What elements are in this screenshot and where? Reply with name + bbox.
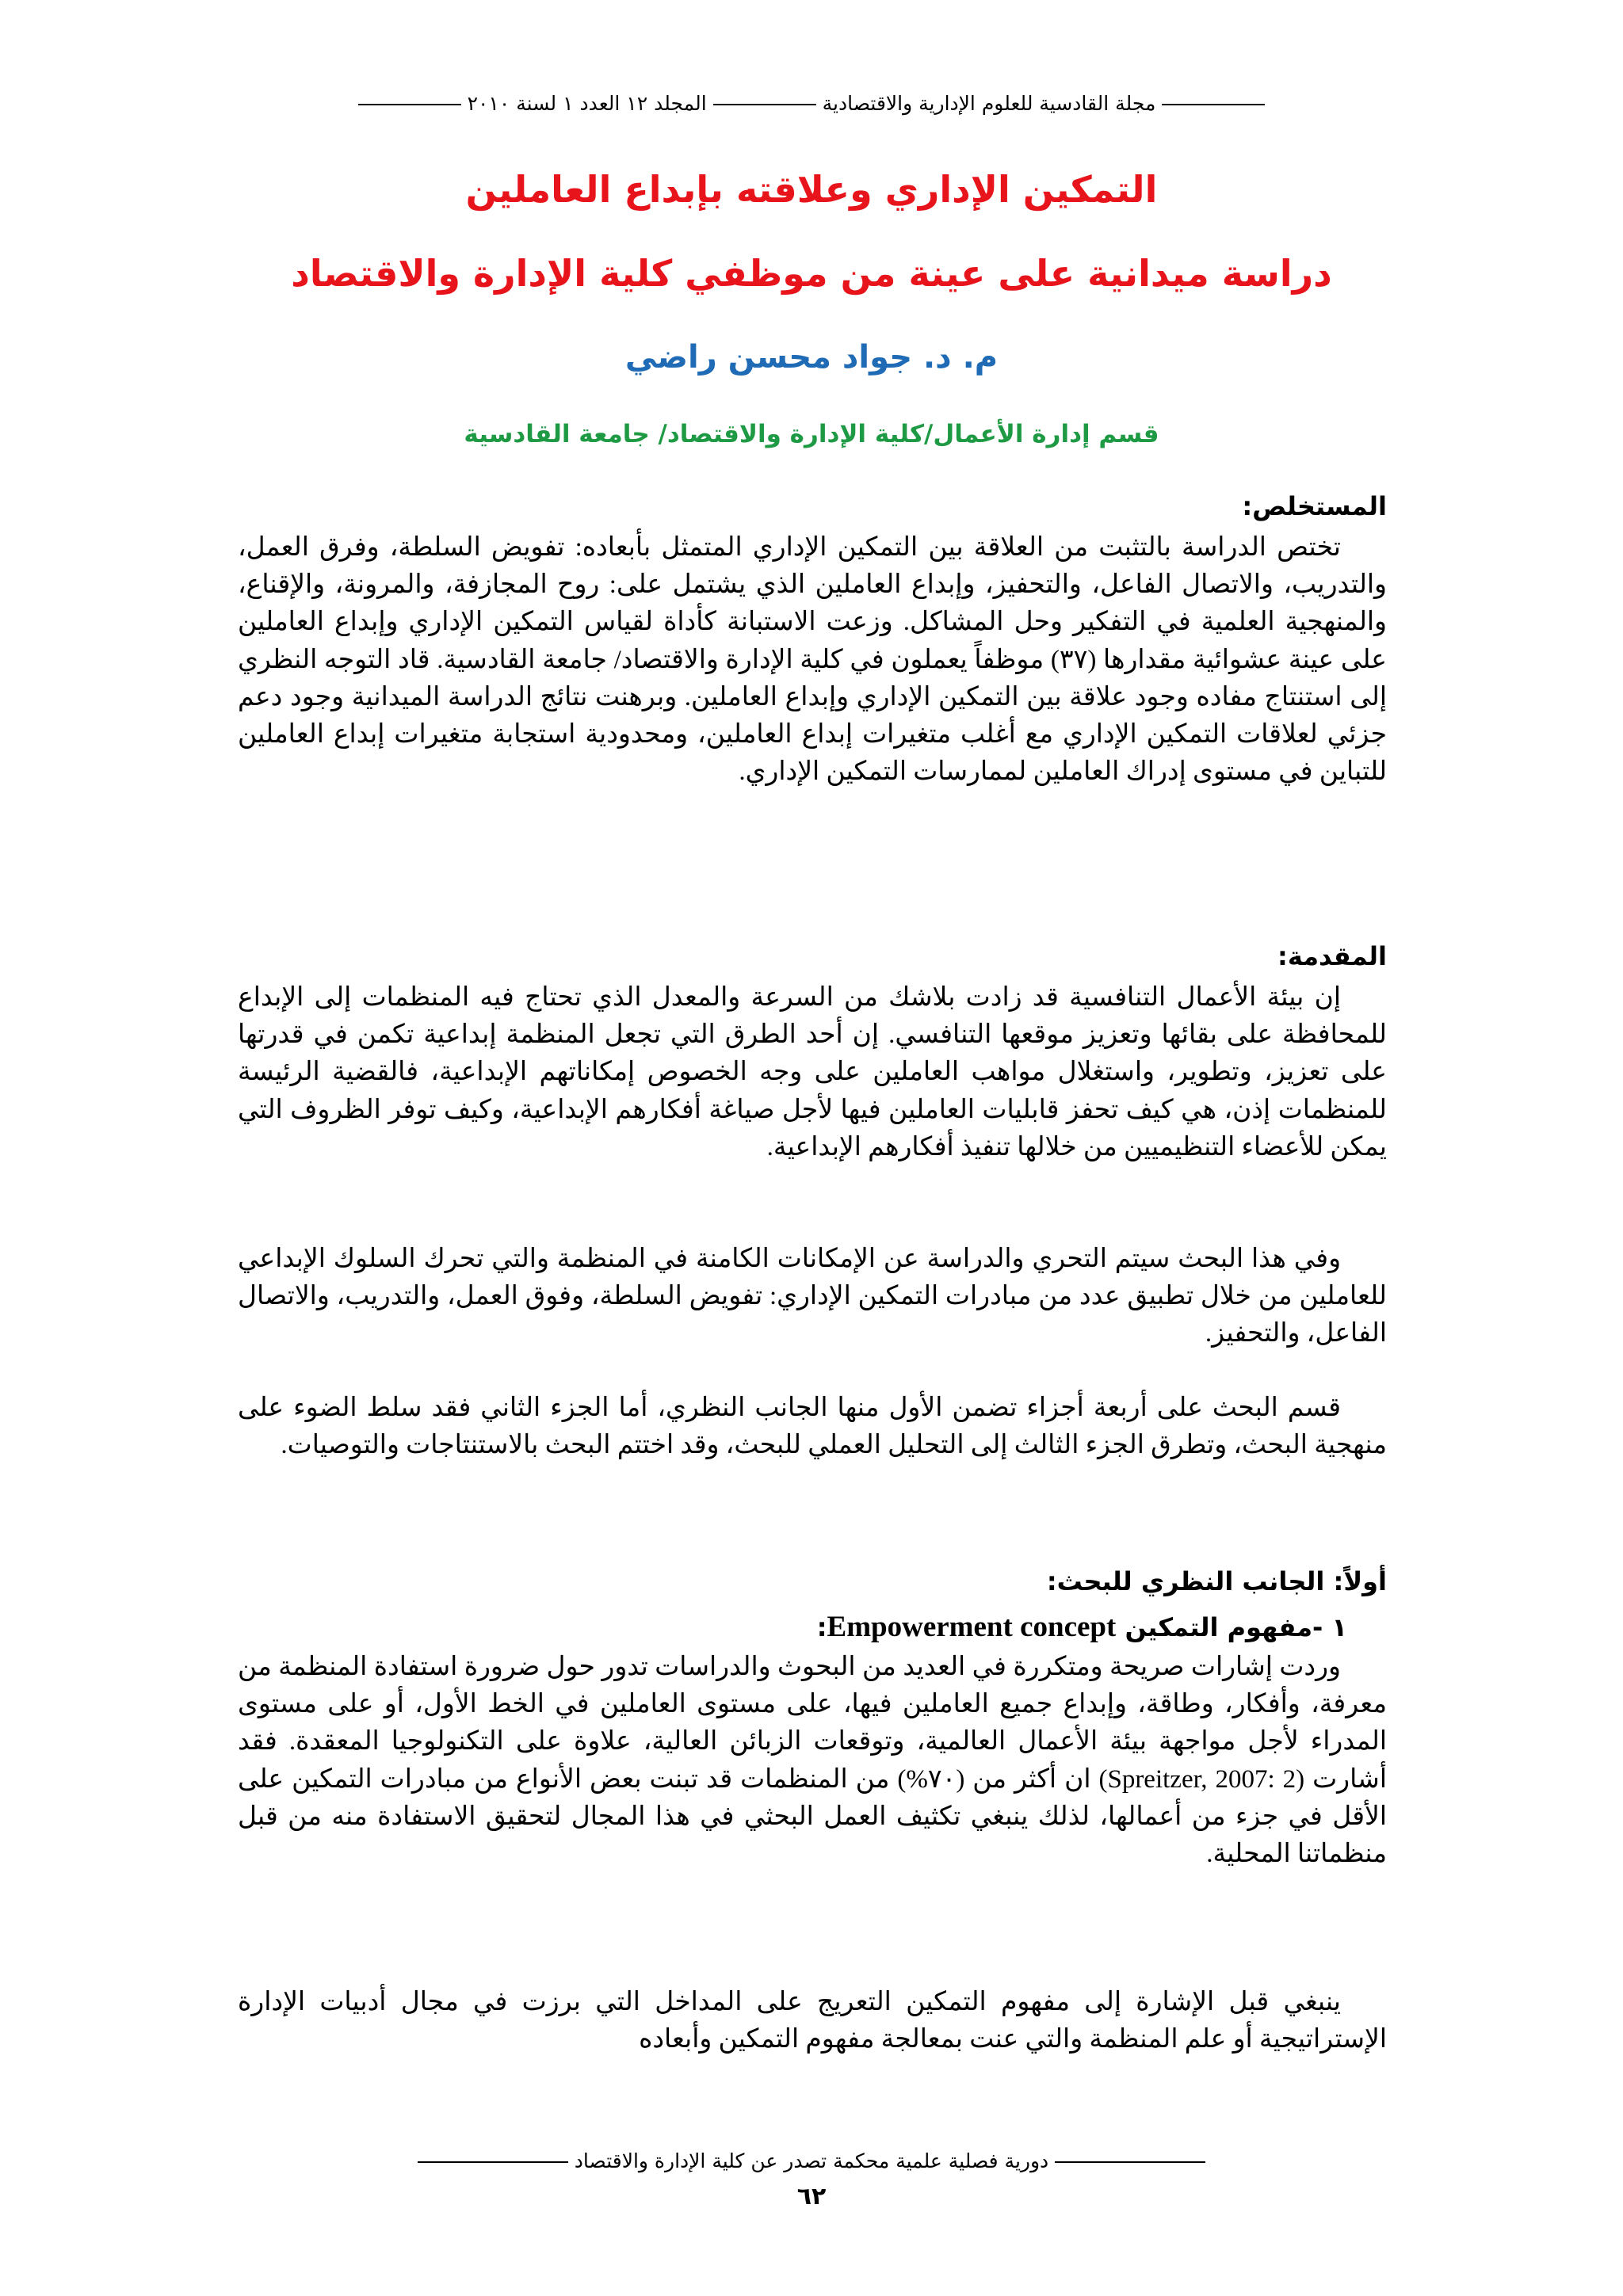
intro-heading: المقدمة: [1277, 941, 1387, 971]
intro-paragraph: وفي هذا البحث سيتم التحري والدراسة عن الإمكانات الكامنة في المنظمة والتي تحرك السلوك الإبداعي للعاملين من خلال تطبيق عدد من مبادرات التمكين الإداري: تفويض السلطة، وفوق العمل، والتدريب، والاتصال الفاعل، والتحفيز. [238, 1245, 1387, 1348]
intro-paragraph: إن بيئة الأعمال التنافسية قد زادت بلاشك من السرعة والمعدل الذي تحتاج فيه المنظمات إلى الإبداع للمحافظة على بقائها وتعزيز موقعها التنافسي. إن أحد الطرق التي تجعل المنظمة إبداعية تكمن في قدرتها على تعزيز، وتطوير، واستغلال مواهب العاملين على وجه الخصوص إمكاناتهم الإبداعية، فالقضية الرئيسة للمنظمات إذن، هي كيف تحفز قابليات العاملين فيها لأجل صياغة أفكارهم الإبداعية، وكيف توفر الظروف التي يمكن للأعضاء التنظيميين من خلالها تنفيذ أفكارهم الإبداعية. [238, 983, 1387, 1161]
journal-name: مجلة القادسية للعلوم الإدارية والاقتصادية [822, 92, 1156, 115]
section-paragraph: ينبغي قبل الإشارة إلى مفهوم التمكين التعريج على المداخل التي برزت في مجال أدبيات الإدارة الإستراتيجية أو علم المنظمة والتي عنت بمعالجة مفهوم التمكين وأبعاده [238, 1988, 1387, 2054]
section-heading: أولاً: الجانب النظري للبحث: [1046, 1566, 1387, 1596]
header-rule [1162, 104, 1265, 105]
page-number: ٦٢ [796, 2183, 827, 2210]
running-header [262, 92, 1361, 115]
header-rule [713, 104, 816, 105]
footer-rule [1055, 2161, 1205, 2163]
footer-text: دورية فصلية علمية محكمة تصدر عن كلية الإدارة والاقتصاد [574, 2149, 1049, 2172]
paper-subtitle: دراسة ميدانية على عينة من موظفي كلية الإدارة والاقتصاد [291, 252, 1332, 295]
section-paragraph: وردت إشارات صريحة ومتكررة في العديد من البحوث والدراسات تدور حول ضرورة استفادة المنظمة من معرفة، وأفكار، وطاقة، وإبداع جميع العاملين فيها، على مستوى العاملين في الخط الأول، أو على مستوى المدراء لأجل مواجهة بيئة الأعمال العالمية، وتوقعات الزبائن العالية، علاوة على التكنولوجيا المعقدة. فقد أشارت (Spreitzer, 2007: 2) ان أكثر من (٧٠%) من المنظمات قد تبنت بعض الأنواع من مبادرات التمكين على الأقل في جزء من أعمالها، لذلك ينبغي تكثيف العمل البحثي في هذا المجال لتحقيق الاستفادة منه من قبل منظماتنا المحلية. [238, 1653, 1387, 1869]
subsection-heading: ١ -مفهوم التمكين Empowerment concept: [816, 1611, 1347, 1643]
author-affiliation: قسم إدارة الأعمال/كلية الإدارة والاقتصاد/ جامعة القادسية [464, 420, 1159, 448]
page-footer [262, 2149, 1361, 2172]
intro-paragraph: قسم البحث على أربعة أجزاء تضمن الأول منها الجانب النظري، أما الجزء الثاني فقد سلط الضوء على منهجية البحث، وتطرق الجزء الثالث إلى التحليل العملي للبحث، وقد اختتم البحث بالاستنتاجات والتوصيات. [238, 1394, 1387, 1460]
abstract-text: تختص الدراسة بالتثبت من العلاقة بين التمكين الإداري المتمثل بأبعاده: تفويض السلطة، وفرق العمل، والتدريب، والاتصال الفاعل، والتحفيز، وإبداع العاملين الذي يشتمل على: روح المجازفة، والمرونة، والإقناع، والمنهجية العلمية في التفكير وحل المشاكل. وزعت الاستبانة كأداة لقياس التمكين الإداري وإبداع العاملين على عينة عشوائية مقدارها (٣٧) موظفاً يعملون في كلية الإدارة والاقتصاد/ جامعة القادسية. قاد التوجه النظري إلى استنتاج مفاده وجود علاقة بين التمكين الإداري وإبداع العاملين. وبرهنت نتائج الدراسة الميدانية وجود دعم جزئي لعلاقات التمكين الإداري مع أغلب متغيرات إبداع العاملين، ومحدودية استجابة متغيرات إبداع العاملين للتباين في مستوى إدراك العاملين لممارسات التمكين الإداري. [238, 533, 1387, 787]
subsection-title-ar: ١ -مفهوم التمكين [1125, 1612, 1347, 1642]
author-name: م. د. جواد محسن راضي [624, 339, 999, 376]
issue-info: المجلد ١٢ العدد ١ لسنة ٢٠١٠ [467, 92, 707, 115]
paper-title: التمكين الإداري وعلاقته بإبداع العاملين [465, 168, 1158, 211]
subsection-title-en: Empowerment concept [827, 1611, 1117, 1643]
header-rule [358, 104, 461, 105]
abstract-heading: المستخلص: [1242, 491, 1387, 521]
footer-rule [418, 2161, 568, 2163]
